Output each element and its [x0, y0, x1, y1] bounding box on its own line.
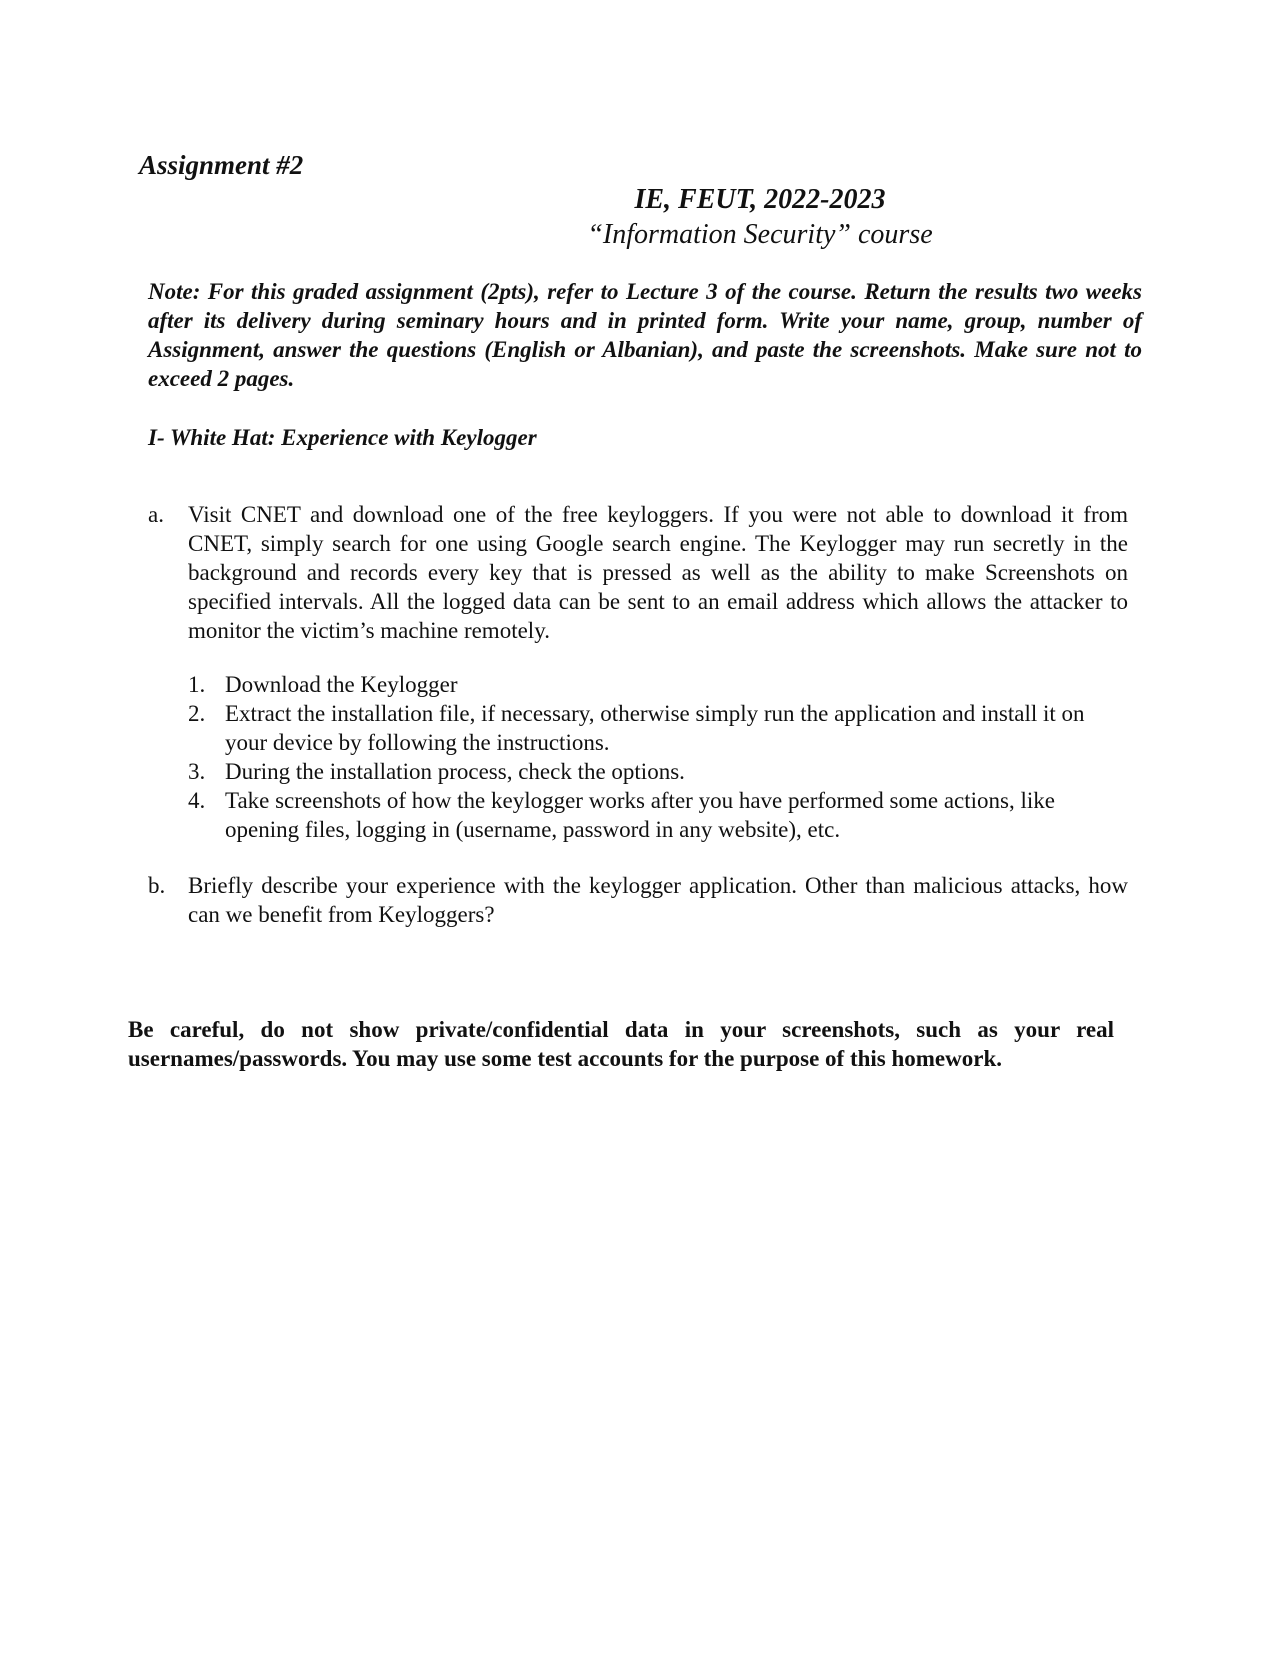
list-item	[188, 670, 1128, 699]
list-item	[188, 757, 1128, 786]
course-name: “Information Security”	[587, 219, 851, 250]
course-word: course	[851, 219, 933, 250]
item-text: Visit CNET and download one of the free keyloggers. If you were not able to download it from CNET, simply search for one using Google search engine. The Keylogger may run secretly in the background and records every key that is pressed as well as the ability to make Screenshots on specified intervals. All the logged data can be sent to an email address which allows the attacker to monitor the victim’s machine remotely.	[188, 502, 1128, 643]
course-year-line: IE, FEUT, 2022-2023	[634, 184, 886, 215]
item-marker: a.	[148, 502, 164, 527]
item-text: Briefly describe your experience with the keylogger application. Other than malicious attacks, how can we benefit from Keyloggers?	[188, 873, 1128, 927]
step-number: 2.	[188, 701, 206, 726]
step-number: 4.	[188, 788, 206, 813]
step-text: During the installation process, check the options.	[225, 759, 685, 784]
step-text: Download the Keylogger	[225, 672, 458, 697]
step-text: Take screenshots of how the keylogger works after you have performed some actions, like opening files, logging in (username, password in any website), etc.	[225, 788, 1055, 842]
step-number: 3.	[188, 759, 206, 784]
step-text: Extract the installation file, if necessary, otherwise simply run the application and install it on your device by following the instructions.	[225, 701, 1085, 755]
course-header	[0, 182, 1280, 252]
step-number: 1.	[188, 672, 206, 697]
steps-list	[188, 670, 1128, 844]
list-item	[188, 786, 1128, 844]
section-heading: I- White Hat: Experience with Keylogger	[148, 425, 537, 450]
list-item	[188, 699, 1128, 757]
course-name-line	[240, 218, 1280, 252]
item-marker: b.	[148, 873, 166, 898]
list-item-b	[148, 871, 1128, 929]
privacy-warning: Be careful, do not show private/confidential data in your screenshots, such as your real usernames/passwords. You may use some test accounts for the purpose of this homework.	[128, 1017, 1114, 1071]
assignment-title: Assignment #2	[139, 150, 304, 180]
assignment-note: Note: For this graded assignment (2pts), refer to Lecture 3 of the course. Return the results two weeks after its delivery during seminary hours and in printed form. Write your name, group, number of Assignment, answer the questions (English or Albanian), and paste the screenshots. Make sure not to exceed 2 pages.	[148, 279, 1142, 391]
list-item-a	[148, 500, 1128, 645]
